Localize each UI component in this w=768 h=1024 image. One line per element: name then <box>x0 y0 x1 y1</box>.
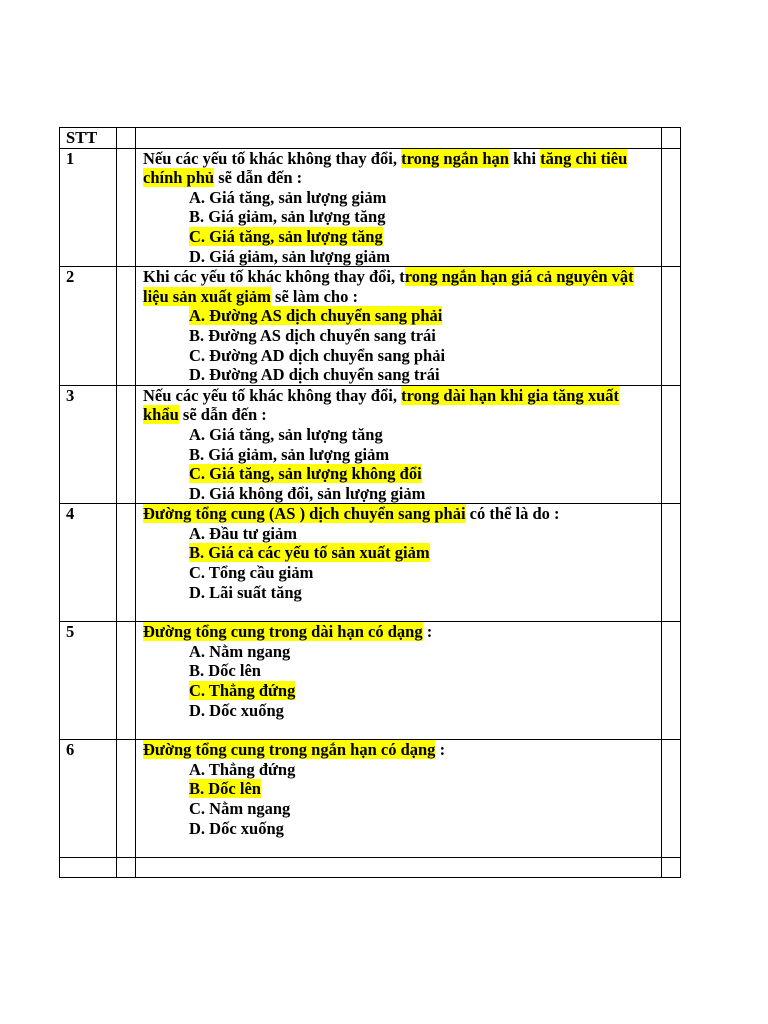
answer-option <box>189 799 657 819</box>
highlighted-text: trong ngắn hạn <box>401 148 509 168</box>
answer-option <box>189 207 657 227</box>
answer-option <box>189 543 657 563</box>
question-number: 5 <box>60 622 117 740</box>
stem-text: Nếu các yếu tố khác không thay đổi, <box>143 148 402 168</box>
answer-option <box>189 227 657 247</box>
empty-cell <box>117 128 136 149</box>
stt-header: STT <box>60 128 117 149</box>
question-row <box>60 148 681 267</box>
question-number: 2 <box>60 267 117 386</box>
answer-text: B. Giá giảm, sản lượng giảm <box>189 444 390 464</box>
empty-cell <box>662 740 681 858</box>
quiz-table <box>59 127 681 878</box>
answer-text: D. Giá không đổi, sản lượng giảm <box>189 483 426 503</box>
empty-cell <box>662 267 681 386</box>
empty-cell <box>117 267 136 386</box>
empty-row <box>60 858 681 878</box>
answer-text: D. Đường AD dịch chuyển sang trái <box>189 365 440 385</box>
answer-text: D. Dốc xuống <box>189 818 284 838</box>
question-row <box>60 267 681 386</box>
answer-option <box>189 188 657 208</box>
answer-text: B. Dốc lên <box>189 661 261 681</box>
answer-option <box>189 681 657 701</box>
answer-options <box>143 642 657 720</box>
highlighted-text: Đường tổng cung (AS ) dịch chuyển sang phải <box>143 504 466 524</box>
correct-answer-text: A. Đường AS dịch chuyển sang phải <box>189 306 443 326</box>
answer-option <box>189 661 657 681</box>
stem-text: Khi các yếu tố khác không thay đổi, t <box>143 267 405 287</box>
answer-option <box>189 819 657 839</box>
empty-cell <box>136 128 662 149</box>
empty-cell <box>662 504 681 622</box>
question-number: 6 <box>60 740 117 858</box>
highlighted-text: tăng chi tiêu chính phủ <box>143 148 628 188</box>
stem-text: : <box>422 622 433 642</box>
stem-text: sẽ dẫn đến : <box>178 405 267 425</box>
highlighted-text: trong dài hạn khi gia tăng xuất khẩu <box>143 385 620 425</box>
empty-cell <box>117 504 136 622</box>
answer-option <box>189 760 657 780</box>
empty-cell <box>60 858 117 878</box>
question-cell <box>136 385 662 504</box>
answer-options <box>143 306 657 384</box>
correct-answer-text: C. Giá tăng, sản lượng tăng <box>189 226 383 246</box>
answer-option <box>189 642 657 662</box>
answer-text: B. Đường AS dịch chuyển sang trái <box>189 325 436 345</box>
correct-answer-text: C. Giá tăng, sản lượng không đổi <box>189 464 422 484</box>
answer-text: D. Lãi suất tăng <box>189 582 302 602</box>
correct-answer-text: C. Thẳng đứng <box>189 681 296 701</box>
answer-option <box>189 306 657 326</box>
answer-option <box>189 779 657 799</box>
question-cell <box>136 148 662 267</box>
question-row <box>60 740 681 858</box>
stem-text: sẽ dẫn đến : <box>214 168 303 188</box>
question-number: 3 <box>60 385 117 504</box>
answer-text: A. Nằm ngang <box>189 641 291 661</box>
question-stem <box>143 504 657 524</box>
quiz-table-body <box>60 128 681 878</box>
answer-option <box>189 583 657 603</box>
empty-cell <box>117 858 136 878</box>
empty-cell <box>662 385 681 504</box>
question-cell <box>136 740 662 858</box>
question-cell <box>136 622 662 740</box>
correct-answer-text: B. Giá cả các yếu tố sản xuất giảm <box>189 543 430 563</box>
answer-option <box>189 326 657 346</box>
answer-options <box>143 760 657 838</box>
answer-option <box>189 701 657 721</box>
question-stem <box>143 386 657 425</box>
empty-cell <box>136 858 662 878</box>
answer-option <box>189 247 657 267</box>
highlighted-text: rong ngắn hạn giá cả nguyên vật liệu sản xuất giảm <box>143 267 634 306</box>
empty-cell <box>662 622 681 740</box>
empty-cell <box>117 740 136 858</box>
answer-option <box>189 346 657 366</box>
empty-cell <box>117 385 136 504</box>
highlighted-text: Đường tổng cung trong dài hạn có dạng <box>143 622 423 642</box>
highlighted-text: Đường tổng cung trong ngắn hạn có dạng <box>143 740 436 760</box>
answer-text: A. Thẳng đứng <box>189 759 296 779</box>
question-stem <box>143 622 657 642</box>
empty-cell <box>662 128 681 149</box>
answer-options <box>143 425 657 503</box>
answer-text: C. Tổng cầu giảm <box>189 563 314 583</box>
question-number: 1 <box>60 148 117 267</box>
stem-text: khi <box>508 148 541 168</box>
question-stem <box>143 149 657 188</box>
answer-text: A. Đầu tư giảm <box>189 523 297 543</box>
answer-option <box>189 484 657 504</box>
header-row <box>60 128 681 149</box>
empty-cell <box>662 148 681 267</box>
answer-options <box>143 524 657 602</box>
question-row <box>60 622 681 740</box>
answer-option <box>189 365 657 385</box>
empty-cell <box>117 148 136 267</box>
correct-answer-text: B. Dốc lên <box>189 779 261 799</box>
answer-text: A. Giá tăng, sản lượng tăng <box>189 424 383 444</box>
answer-option <box>189 524 657 544</box>
question-cell <box>136 504 662 622</box>
answer-option <box>189 563 657 583</box>
answer-option <box>189 445 657 465</box>
stem-text: : <box>435 740 446 760</box>
answer-options <box>143 188 657 266</box>
answer-text: A. Giá tăng, sản lượng giảm <box>189 187 387 207</box>
answer-option <box>189 425 657 445</box>
answer-text: C. Đường AD dịch chuyển sang phải <box>189 345 446 365</box>
question-cell <box>136 267 662 386</box>
answer-text: D. Dốc xuống <box>189 700 284 720</box>
empty-cell <box>117 622 136 740</box>
stem-text: sẽ làm cho : <box>270 286 358 306</box>
question-stem <box>143 267 657 306</box>
question-stem <box>143 740 657 760</box>
stem-text: Nếu các yếu tố khác không thay đổi, <box>143 385 402 405</box>
empty-cell <box>662 858 681 878</box>
answer-text: C. Nằm ngang <box>189 799 291 819</box>
question-number: 4 <box>60 504 117 622</box>
stem-text: có thể là do : <box>465 504 560 524</box>
answer-option <box>189 464 657 484</box>
question-row <box>60 385 681 504</box>
answer-text: B. Giá giảm, sản lượng tăng <box>189 207 386 227</box>
answer-text: D. Giá giảm, sản lượng giảm <box>189 246 391 266</box>
question-row <box>60 504 681 622</box>
